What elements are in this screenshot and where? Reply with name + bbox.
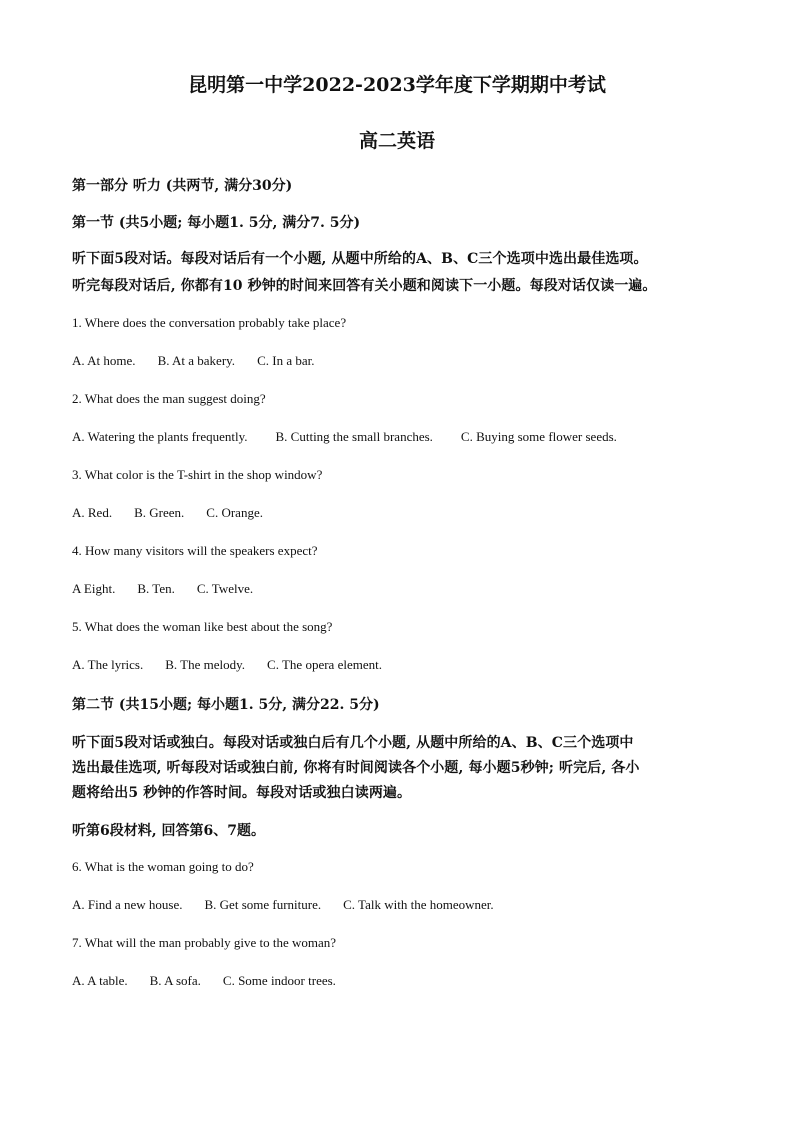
question-7: 7. What will the man probably give to the woman? bbox=[72, 935, 337, 950]
section2-heading: 第二节 (共15小题; 每小题1. 5分, 满分22. 5分) bbox=[72, 697, 380, 713]
section2-instruction-line: 选出最佳选项, 听每段对话或独白前, 你将有时间阅读各个小题, 每小题5秒钟; 听完后, 各小 bbox=[72, 760, 640, 776]
option-b: B. Cutting the small branches. bbox=[275, 429, 433, 444]
section1-heading: 第一节 (共5小题; 每小题1. 5分, 满分7. 5分) bbox=[72, 215, 361, 231]
question-7-options bbox=[72, 973, 336, 989]
option-a: A. A table. bbox=[72, 973, 128, 988]
option-c: C. Talk with the homeowner. bbox=[343, 897, 494, 912]
question-5: 5. What does the woman like best about the song? bbox=[72, 619, 333, 634]
question-3: 3. What color is the T-shirt in the shop window? bbox=[72, 467, 323, 482]
question-2: 2. What does the man suggest doing? bbox=[72, 391, 266, 406]
question-4: 4. How many visitors will the speakers expect? bbox=[72, 543, 318, 558]
option-c: C. Orange. bbox=[206, 505, 263, 520]
option-c: C. Some indoor trees. bbox=[222, 973, 336, 988]
question-3-options bbox=[72, 505, 263, 521]
option-a: A Eight. bbox=[72, 581, 116, 596]
question-4-options bbox=[72, 581, 253, 597]
option-c: C. Twelve. bbox=[196, 581, 254, 596]
option-b: B. Get some furniture. bbox=[204, 897, 322, 912]
section2-instruction-line: 听下面5段对话或独白。每段对话或独白后有几个小题, 从题中所给的A、B、C三个选项中 bbox=[72, 735, 634, 751]
part1-heading: 第一部分 听力 (共两节, 满分30分) bbox=[72, 178, 293, 194]
option-b: B. A sofa. bbox=[149, 973, 201, 988]
material-heading: 听第6段材料, 回答第6、7题。 bbox=[72, 823, 265, 839]
question-6-options bbox=[72, 897, 494, 913]
option-a: A. At home. bbox=[72, 353, 136, 368]
question-2-options bbox=[72, 429, 617, 445]
option-c: C. In a bar. bbox=[257, 353, 315, 368]
exam-subtitle: 高二英语 bbox=[358, 130, 435, 152]
question-5-options bbox=[72, 657, 382, 673]
section2-instruction-line: 题将给出5 秒钟的作答时间。每段对话或独白读两遍。 bbox=[72, 785, 412, 801]
question-1: 1. Where does the conversation probably take place? bbox=[72, 315, 347, 330]
option-b: B. At a bakery. bbox=[157, 353, 236, 368]
option-a: A. The lyrics. bbox=[72, 657, 144, 672]
option-c: C. Buying some flower seeds. bbox=[460, 429, 617, 444]
section1-instruction-line: 听下面5段对话。每段对话后有一个小题, 从题中所给的A、B、C三个选项中选出最佳选项。 bbox=[72, 251, 648, 267]
option-a: A. Red. bbox=[72, 505, 113, 520]
section1-instruction-line: 听完每段对话后, 你都有10 秒钟的时间来回答有关小题和阅读下一小题。每段对话仅读一遍。 bbox=[72, 278, 657, 294]
option-b: B. Ten. bbox=[137, 581, 175, 596]
exam-title: 昆明第一中学2022-2023学年度下学期期中考试 bbox=[188, 74, 606, 96]
option-b: B. The melody. bbox=[165, 657, 246, 672]
option-b: B. Green. bbox=[134, 505, 185, 520]
option-a: A. Find a new house. bbox=[72, 897, 183, 912]
question-1-options bbox=[72, 353, 314, 369]
question-6: 6. What is the woman going to do? bbox=[72, 859, 254, 874]
option-a: A. Watering the plants frequently. bbox=[72, 429, 248, 444]
option-c: C. The opera element. bbox=[267, 657, 382, 672]
